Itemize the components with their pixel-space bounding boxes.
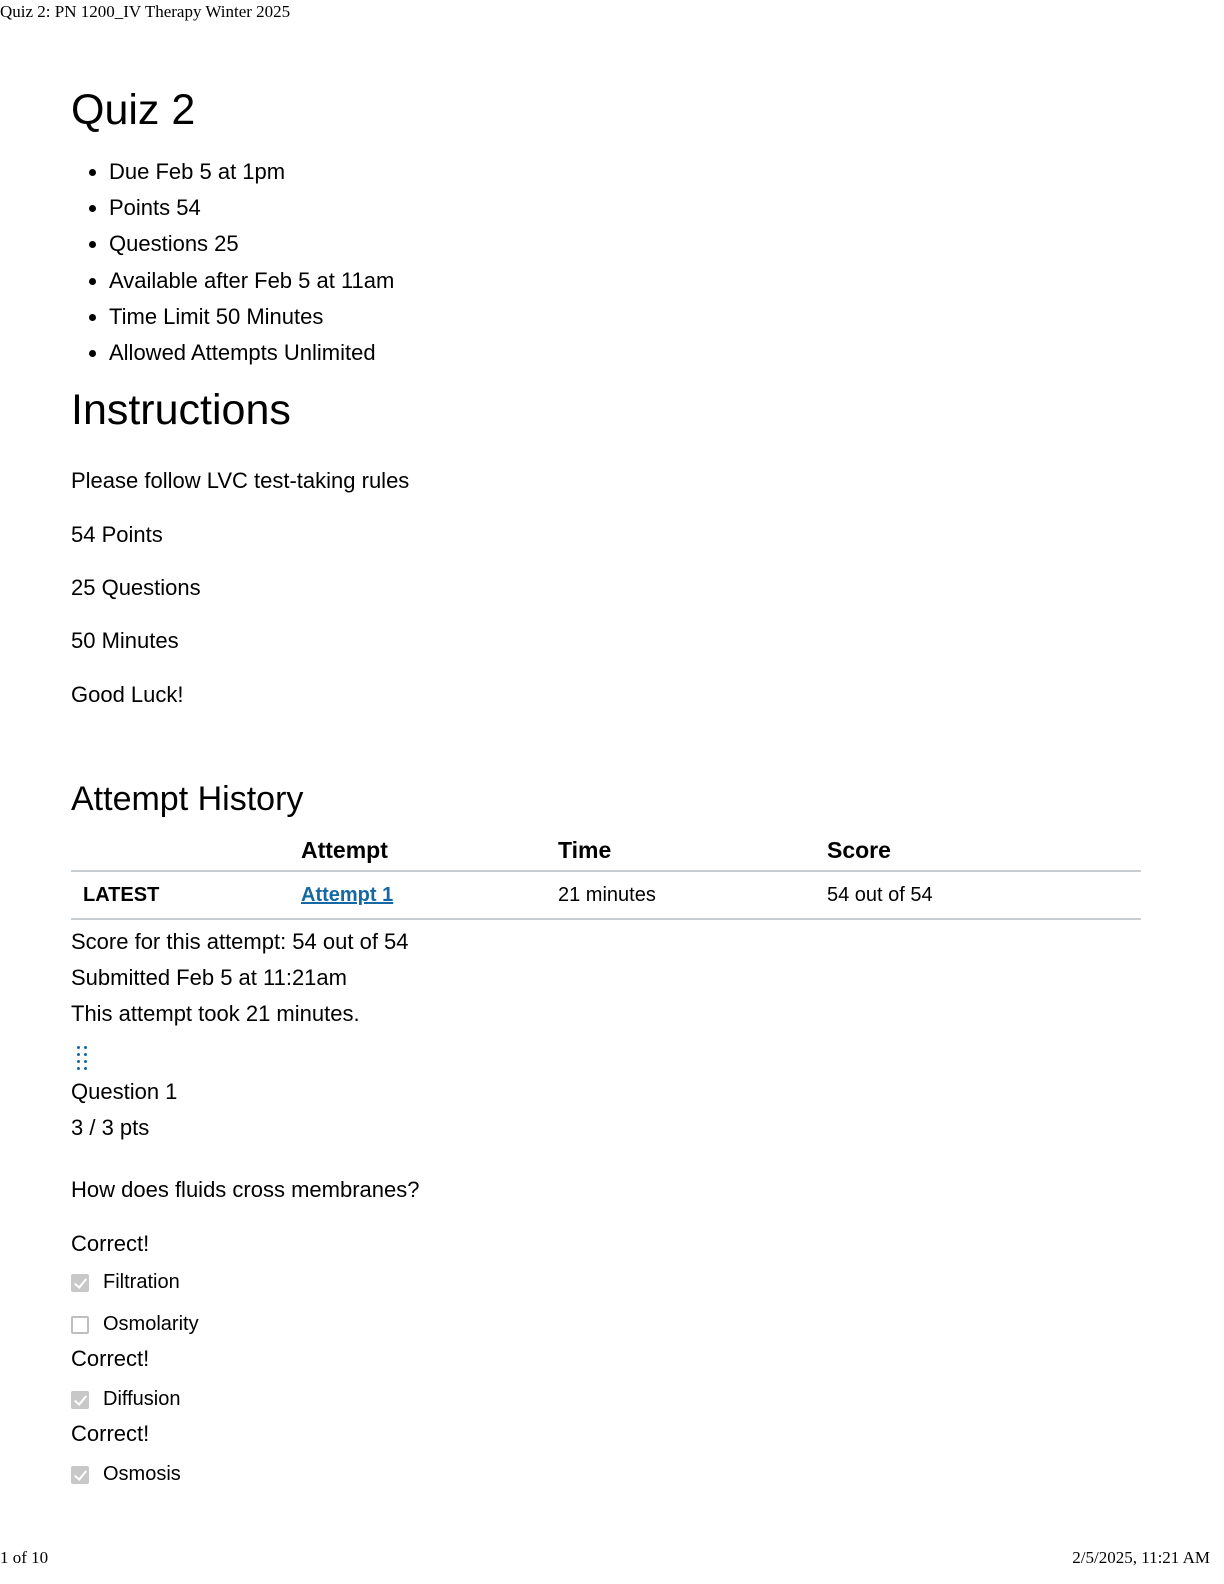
checkbox-unchecked-icon[interactable] — [71, 1316, 89, 1334]
detail-allowed-attempts: • Allowed Attempts Unlimited — [109, 335, 394, 371]
correct-label: Correct! — [71, 1421, 150, 1446]
checkbox-checked-icon[interactable] — [71, 1466, 89, 1484]
score-cell: 54 out of 54 — [827, 871, 1141, 919]
header-blank — [71, 830, 301, 871]
detail-available: • Available after Feb 5 at 11am — [109, 263, 394, 299]
detail-due: • Due Feb 5 at 1pm — [109, 154, 394, 190]
question-text: How does fluids cross membranes? — [71, 1177, 420, 1202]
header-attempt: Attempt — [301, 830, 558, 871]
correct-label: Correct! — [71, 1346, 150, 1371]
detail-time-limit: • Time Limit 50 Minutes — [109, 299, 394, 335]
time-cell: 21 minutes — [558, 871, 827, 919]
quiz-title: Quiz 2 — [71, 86, 196, 134]
attempt-1-link[interactable]: Attempt 1 — [301, 883, 394, 906]
latest-label: LATEST — [71, 871, 301, 919]
instructions-title: Instructions — [71, 386, 291, 434]
print-footer-datetime: 2/5/2025, 11:21 AM — [1072, 1548, 1210, 1567]
detail-points: • Points 54 — [109, 190, 394, 226]
answer-osmosis[interactable] — [71, 1463, 181, 1486]
header-time: Time — [558, 830, 827, 871]
table-header-row — [71, 830, 1141, 871]
attempt-score: Score for this attempt: 54 out of 54 — [71, 929, 409, 954]
answer-diffusion[interactable] — [71, 1388, 180, 1411]
header-score: Score — [827, 830, 1141, 871]
checkbox-checked-icon[interactable] — [71, 1274, 89, 1292]
drag-handle-icon[interactable] — [77, 1044, 91, 1072]
instruction-points: 54 Points — [71, 522, 163, 547]
quiz-details-list — [71, 154, 394, 371]
instruction-good-luck: Good Luck! — [71, 682, 184, 707]
print-footer-page: 1 of 10 — [0, 1548, 49, 1567]
attempt-history-table — [71, 830, 1141, 920]
correct-label: Correct! — [71, 1231, 150, 1256]
question-points: 3 / 3 pts — [71, 1115, 150, 1140]
detail-questions: • Questions 25 — [109, 226, 394, 262]
attempt-submitted: Submitted Feb 5 at 11:21am — [71, 965, 347, 990]
print-header: Quiz 2: PN 1200_IV Therapy Winter 2025 — [0, 2, 291, 21]
attempt-duration: This attempt took 21 minutes. — [71, 1001, 360, 1026]
instruction-rules: Please follow LVC test-taking rules — [71, 468, 410, 493]
attempt-cell — [301, 871, 558, 919]
answer-label: Diffusion — [103, 1388, 181, 1410]
checkbox-checked-icon[interactable] — [71, 1391, 89, 1409]
answer-osmolarity[interactable] — [71, 1313, 199, 1336]
attempt-history-title: Attempt History — [71, 780, 304, 818]
answer-label: Osmolarity — [103, 1313, 199, 1335]
table-row — [71, 871, 1141, 919]
answer-label: Filtration — [103, 1271, 180, 1293]
answer-label: Osmosis — [103, 1463, 181, 1485]
answer-filtration[interactable] — [71, 1271, 180, 1294]
instruction-questions: 25 Questions — [71, 575, 201, 600]
question-number: Question 1 — [71, 1079, 178, 1104]
instruction-minutes: 50 Minutes — [71, 628, 179, 653]
